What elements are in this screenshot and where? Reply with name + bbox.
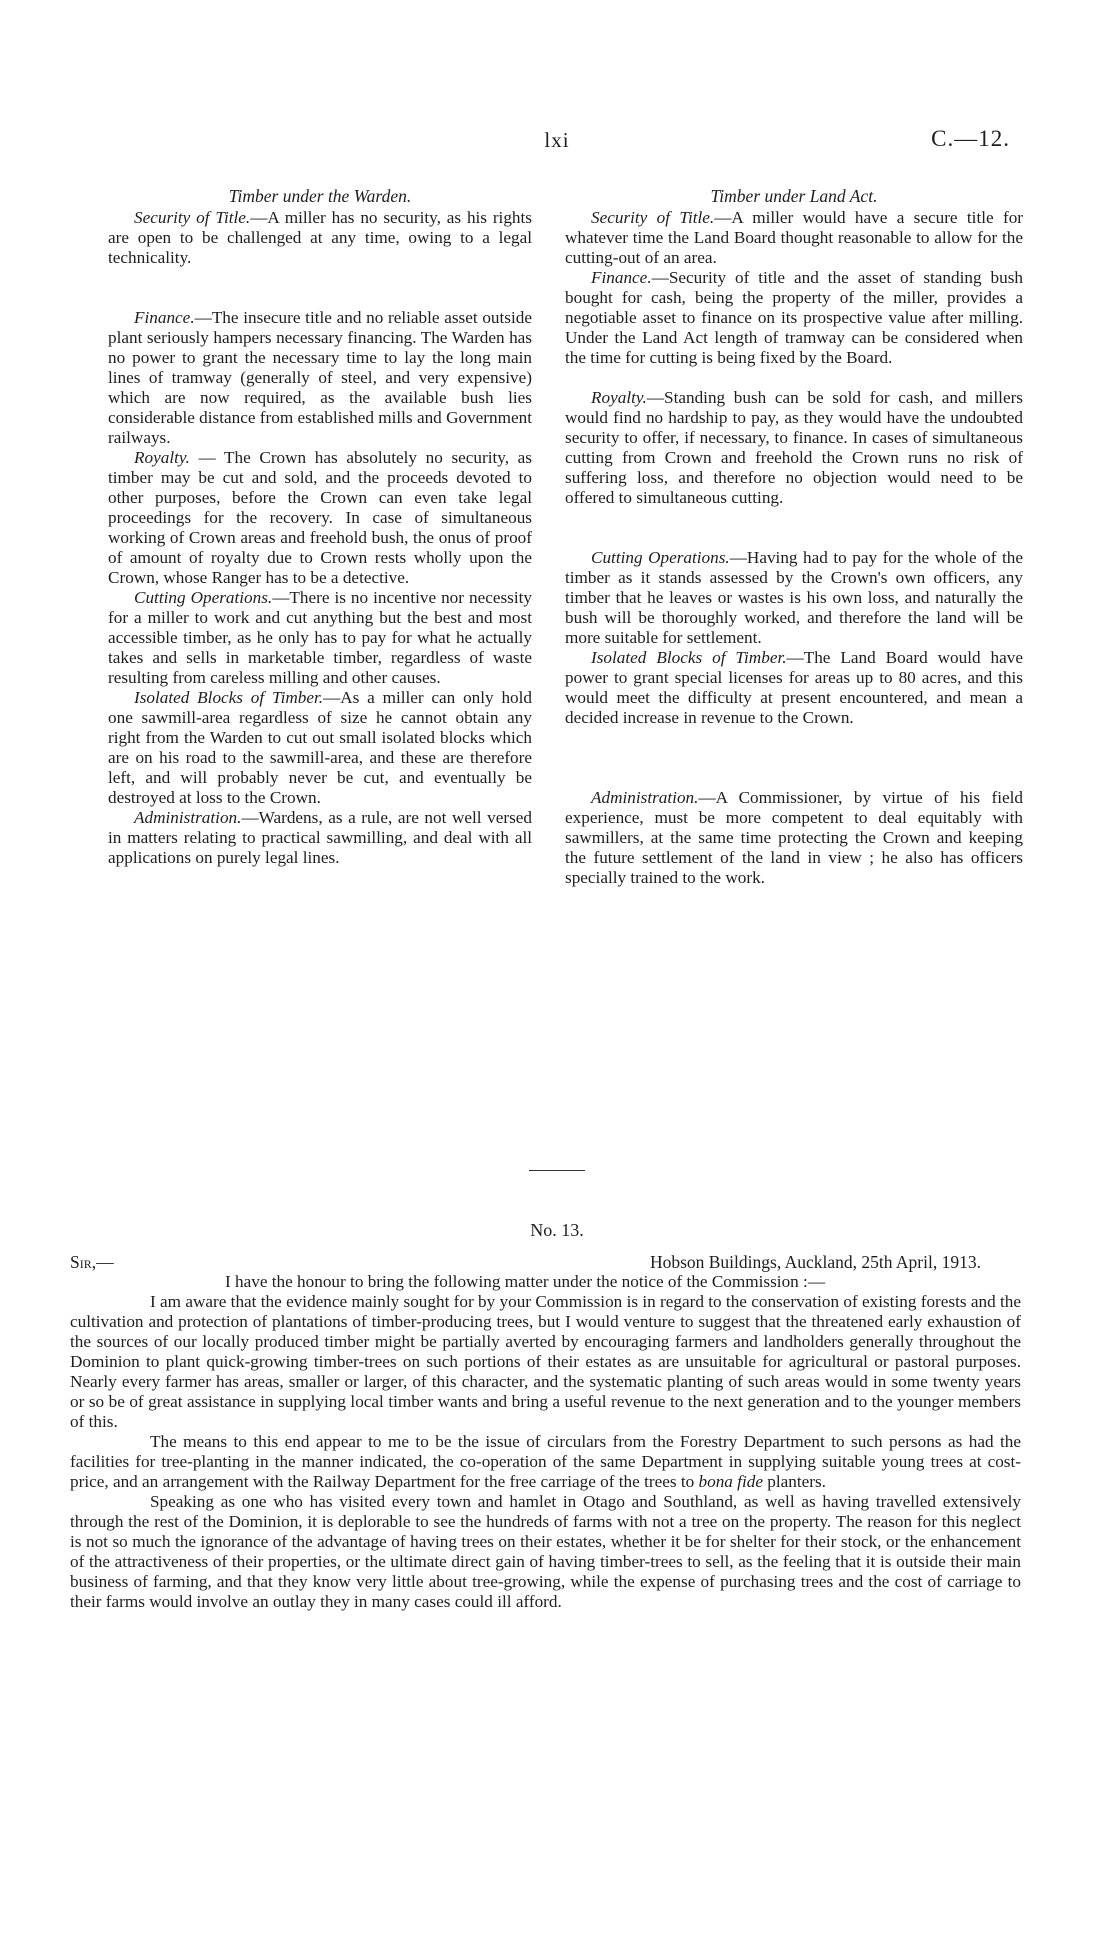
right-column-land-act <box>565 186 1023 888</box>
letter-text: The means to this end appear to me to be the issue of circulars from the Forestry Department to such persons as had the facilities for tree-planting in the manner indicated, the co-operation of the same Department in supplying suitable young trees at cost-price, and an arrangement with the Railway Department for the free carriage of the trees to <box>70 1432 1021 1491</box>
paragraph-cutting-operations <box>565 548 1023 648</box>
paragraph-administration <box>565 788 1023 888</box>
paragraph-lead: Security of Title. <box>591 208 715 227</box>
left-column-heading: Timber under the Warden. <box>228 186 412 206</box>
paragraph-lead: Royalty. <box>591 388 647 407</box>
letter-body <box>70 1272 1021 1612</box>
paragraph-text: —A miller has no security, as his rights are open to be challenged at any time, owing to a legal technicality. <box>108 208 532 267</box>
paragraph-text: —Standing bush can be sold for cash, and millers would find no hardship to pay, as they would have the undoubted security to offer, if necessary, to finance. In cases of simultaneous cutting from Crown and freehold the Crown runs no risk of suffering loss, and therefore no objection would need to be offered to simultaneous cutting. <box>565 388 1023 507</box>
paragraph-administration <box>108 808 532 868</box>
page-number: lxi <box>544 128 570 152</box>
paragraph-text: —There is no incentive nor necessity for a miller to work and cut anything but the best and most accessible timber, as he only has to pay for what he actually takes and sells in marketable timber, regardless of waste resulting from careless milling and other causes. <box>108 588 532 687</box>
letter-paragraph: I have the honour to bring the following matter under the notice of the Commission :— <box>225 1272 826 1291</box>
paragraph-lead: Cutting Operations. <box>591 548 730 567</box>
left-column-warden <box>108 186 532 868</box>
paragraph-text: —A miller would have a secure title for whatever time the Land Board thought reasonable to allow for the cutting-out of an area. <box>565 208 1024 267</box>
letter-number: No. 13. <box>530 1220 584 1240</box>
paragraph-finance <box>108 308 532 448</box>
paragraph-text: —Having had to pay for the whole of the timber as it stands assessed by the Crown's own officers, any timber that he leaves or wastes is his own loss, and naturally the bush will be thoroughly worked, and therefore the land will be more suitable for settlement. <box>565 548 1023 647</box>
paragraph-lead: Administration. <box>591 788 699 807</box>
paragraph-text: — The Crown has absolutely no security, as timber may be cut and sold, and the proceeds devoted to other purposes, before the Crown can even take legal proceedings for the recovery. In case of simultaneous working of Crown areas and freehold bush, the onus of proof of amount of royalty due to Crown rests wholly upon the Crown, whose Ranger has to be a detective. <box>108 448 532 587</box>
paragraph-security-of-title <box>108 208 532 268</box>
paragraph-lead: Security of Title. <box>134 208 251 227</box>
paragraph-lead: Finance. <box>591 268 652 287</box>
letter-italic-text: bona fide <box>698 1472 763 1491</box>
paragraph-royalty <box>565 388 1023 508</box>
paragraph-text: —A Commissioner, by virtue of his field experience, must be more competent to deal equitably with sawmillers, at the same time protecting the Crown and keeping the future settlement of the land in view ; he also has officers specially trained to the work. <box>565 788 1023 887</box>
paragraph-text: —The insecure title and no reliable asset outside plant seriously hampers necessary financing. The Warden has no power to grant the necessary time to lay the long main lines of tramway (generally of steel, and very expensive) which are now required, as the available bush lies considerable distance from established mills and Government railways. <box>108 308 532 447</box>
paragraph-lead: Cutting Operations. <box>134 588 273 607</box>
letter-salutation: Sir,— <box>70 1252 114 1272</box>
paragraph-security-of-title <box>565 208 1023 268</box>
letter-paragraph <box>70 1432 1021 1492</box>
paragraph-lead: Administration. <box>134 808 242 827</box>
paragraph-isolated-blocks <box>108 688 532 808</box>
paragraph-isolated-blocks <box>565 648 1023 728</box>
letter-text: planters. <box>762 1472 826 1491</box>
paragraph-text: —Security of title and the asset of standing bush bought for cash, being the property of the miller, provides a negotiable asset to finance on its prospective value after milling. Under the Land Act length of tramway can be considered when the time for cutting is being fixed by the Board. <box>565 268 1023 367</box>
letter-dateline: Hobson Buildings, Auckland, 25th April, 1913. <box>649 1252 981 1272</box>
paragraph-royalty <box>108 448 532 588</box>
right-column-heading: Timber under Land Act. <box>710 186 878 206</box>
paragraph-lead: Finance. <box>134 308 195 327</box>
paragraph-text: —Wardens, as a rule, are not well versed in matters relating to practical sawmilling, and deal with all applications on purely legal lines. <box>108 808 532 867</box>
paragraph-text: —As a miller can only hold one sawmill-area regardless of size he cannot obtain any right from the Warden to cut out small isolated blocks which are on his road to the sawmill-area, and these are therefore left, and will probably never be cut, and eventually be destroyed at loss to the Crown. <box>108 688 532 807</box>
document-reference: C.—12. <box>931 126 1010 151</box>
paragraph-lead: Royalty. <box>134 448 190 467</box>
letter-paragraph: Speaking as one who has visited every town and hamlet in Otago and Southland, as well as having travelled extensively through the rest of the Dominion, it is deplorable to see the hundreds of farms with not a tree on the property. The reason for this neglect is not so much the ignorance of the advantage of having trees on their estates, whether it be for shelter for their stock, or the enhancement of the attractiveness of their properties, or the ultimate direct gain of having timber-trees to sell, as the feeling that it is outside their main business of farming, and that they know very little about tree-growing, while the expense of purchasing trees and the cost of carriage to their farms would involve an outlay they in many cases could ill afford. <box>70 1492 1021 1611</box>
paragraph-lead: Isolated Blocks of Timber. <box>591 648 787 667</box>
letter-paragraph: I am aware that the evidence mainly sought for by your Commission is in regard to the conservation of existing forests and the cultivation and protection of plantations of timber-producing trees, but I would venture to suggest that the threatened early exhaustion of the sources of our locally produced timber might be partially averted by encouraging farmers and landholders generally throughout the Dominion to plant quick-growing timber-trees on such portions of their estates as are unsuitable for agricultural or pastoral purposes. Nearly every farmer has areas, smaller or larger, of this character, and the systematic planting of such areas would in some twenty years or so be of great assistance in supplying local timber wants and bring a useful revenue to the next generation and to the younger members of this. <box>70 1292 1021 1431</box>
paragraph-lead: Isolated Blocks of Timber. <box>134 688 324 707</box>
paragraph-text: —The Land Board would have power to grant special licenses for areas up to 80 acres, and this would meet the difficulty at present encountered, and mean a decided increase in revenue to the Crown. <box>565 648 1023 727</box>
section-divider <box>529 1170 585 1171</box>
paragraph-finance <box>565 268 1023 368</box>
paragraph-cutting-operations <box>108 588 532 688</box>
